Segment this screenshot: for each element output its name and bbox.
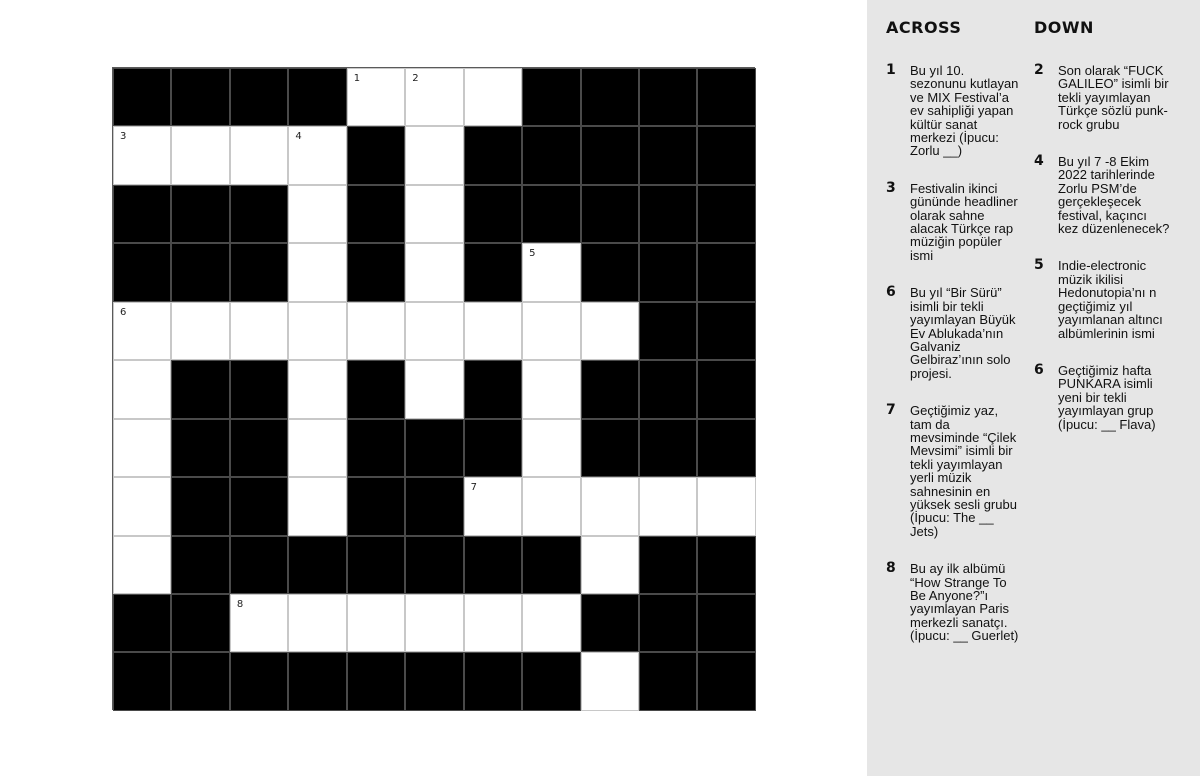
grid-cell-white[interactable] <box>288 360 346 418</box>
clue-number: 4 <box>1034 153 1044 170</box>
clue-text: Bu ay ilk albümü “How Strange To Be Anyone?”ı yayımlayan Paris merkezli sanatçı. (İpucu: __ Guerlet) <box>910 561 1019 644</box>
grid-cell-white[interactable] <box>522 243 580 301</box>
grid-cell-black <box>639 536 697 594</box>
grid-cell-white[interactable] <box>405 185 463 243</box>
grid-cell-black <box>639 68 697 126</box>
grid-cell-black <box>697 652 755 710</box>
grid-cell-black <box>464 652 522 710</box>
grid-cell-white[interactable] <box>639 477 697 535</box>
cell-number: 4 <box>295 131 302 143</box>
grid-cell-white[interactable] <box>405 126 463 184</box>
grid-cell-black <box>347 652 405 710</box>
grid-cell-black <box>405 652 463 710</box>
across-clue-list <box>886 64 1026 643</box>
down-clue[interactable] <box>1034 64 1174 131</box>
clue-number: 1 <box>886 62 896 78</box>
grid-cell-white[interactable] <box>581 536 639 594</box>
clue-text: Geçtiğimiz yaz, tam da mevsiminde “Çilek Mevsimi” isimli bir tekli yayımlayan yerli müzik sahnesinin en yüksek sesli grubu (İpucu: The __ Jets) <box>910 403 1017 539</box>
grid-cell-black <box>347 243 405 301</box>
grid-cell-white[interactable] <box>464 477 522 535</box>
grid-cell-white[interactable] <box>347 302 405 360</box>
grid-cell-black <box>697 302 755 360</box>
across-clue[interactable] <box>886 404 1026 538</box>
grid-cell-black <box>113 594 171 652</box>
clue-text: Son olarak “FUCK GALILEO” isimli bir tekli yayımlayan Türkçe sözlü punk-rock grubu <box>1058 63 1169 132</box>
across-clue[interactable] <box>886 562 1026 642</box>
grid-cell-black <box>230 360 288 418</box>
grid-cell-black <box>464 243 522 301</box>
clue-number: 3 <box>886 179 896 196</box>
grid-cell-black <box>171 243 229 301</box>
clue-number: 8 <box>886 560 896 577</box>
grid-cell-white[interactable] <box>288 243 346 301</box>
down-column <box>1034 18 1174 431</box>
grid-cell-black <box>639 302 697 360</box>
cell-number: 6 <box>120 306 127 318</box>
grid-cell-white[interactable] <box>522 419 580 477</box>
down-clue-list <box>1034 64 1174 431</box>
clue-text: Bu yıl 10. sezonunu kutlayan ve MIX Festival’a ev sahipliği yapan kültür sanat merkezi (İpucu: Zorlu __) <box>910 63 1019 159</box>
grid-cell-white[interactable] <box>113 302 171 360</box>
grid-cell-white[interactable] <box>581 477 639 535</box>
grid-cell-black <box>464 126 522 184</box>
grid-cell-white[interactable] <box>464 68 522 126</box>
grid-cell-black <box>113 68 171 126</box>
grid-cell-white[interactable] <box>464 594 522 652</box>
grid-cell-black <box>697 360 755 418</box>
clue-text: Bu yıl 7 -8 Ekim 2022 tarihlerinde Zorlu PSM’de gerçekleşecek festival, kaçıncı kez düzenlenecek? <box>1058 154 1170 237</box>
grid-cell-black <box>581 126 639 184</box>
grid-cell-black <box>230 536 288 594</box>
clue-text: Geçtiğimiz hafta PUNKARA isimli yeni bir tekli yayımlayan grup (İpucu: __ Flava) <box>1058 362 1156 432</box>
grid-cell-white[interactable] <box>522 302 580 360</box>
grid-cell-black <box>230 68 288 126</box>
grid-cell-white[interactable] <box>405 594 463 652</box>
cell-number: 3 <box>120 131 127 143</box>
grid-cell-black <box>639 360 697 418</box>
grid-cell-black <box>639 652 697 710</box>
grid-cell-white[interactable] <box>347 68 405 126</box>
grid-cell-black <box>522 536 580 594</box>
grid-cell-white[interactable] <box>405 302 463 360</box>
grid-cell-white[interactable] <box>522 594 580 652</box>
grid-cell-black <box>639 243 697 301</box>
grid-cell-white[interactable] <box>113 477 171 535</box>
grid-cell-white[interactable] <box>581 652 639 710</box>
grid-cell-black <box>581 243 639 301</box>
grid-cell-white[interactable] <box>113 126 171 184</box>
cell-number: 2 <box>412 73 419 84</box>
grid-cell-black <box>697 419 755 477</box>
grid-cell-black <box>171 594 229 652</box>
grid-cell-white[interactable] <box>288 477 346 535</box>
grid-cell-black <box>347 185 405 243</box>
grid-cell-white[interactable] <box>288 185 346 243</box>
grid-cell-black <box>697 243 755 301</box>
grid-cell-black <box>288 536 346 594</box>
grid-cell-black <box>171 68 229 126</box>
across-clue[interactable] <box>886 179 1026 263</box>
grid-cell-black <box>171 360 229 418</box>
grid-cell-white[interactable] <box>581 302 639 360</box>
clue-text: Indie-electronic müzik ikilisi Hedonutopia’nı n geçtiğimiz yıl yayımlanan altıncı albümlerinin ismi <box>1058 258 1163 341</box>
grid-cell-black <box>639 126 697 184</box>
grid-cell-black <box>697 68 755 126</box>
grid-cell-white[interactable] <box>464 302 522 360</box>
grid-cell-black <box>230 185 288 243</box>
grid-cell-black <box>522 126 580 184</box>
grid-cell-black <box>522 68 580 126</box>
clue-number: 7 <box>886 402 896 419</box>
grid-cell-black <box>405 536 463 594</box>
grid-cell-black <box>522 652 580 710</box>
grid-cell-white[interactable] <box>230 594 288 652</box>
cell-number: 5 <box>529 248 536 260</box>
down-clue[interactable] <box>1034 259 1174 339</box>
grid-cell-white[interactable] <box>405 68 463 126</box>
clue-number: 2 <box>1034 62 1044 78</box>
grid-cell-black <box>639 185 697 243</box>
grid-cell-white[interactable] <box>230 126 288 184</box>
grid-cell-white[interactable] <box>522 477 580 535</box>
grid-cell-black <box>581 185 639 243</box>
grid-cell-black <box>230 419 288 477</box>
grid-cell-black <box>405 477 463 535</box>
grid-cell-black <box>464 360 522 418</box>
grid-cell-white[interactable] <box>171 126 229 184</box>
grid-cell-black <box>697 536 755 594</box>
grid-cell-black <box>347 126 405 184</box>
down-clue[interactable] <box>1034 155 1174 235</box>
cell-number: 7 <box>470 482 477 494</box>
grid-cell-black <box>171 419 229 477</box>
grid-cell-black <box>522 185 580 243</box>
grid-cell-black <box>464 536 522 594</box>
grid-cell-black <box>639 419 697 477</box>
grid-cell-white[interactable] <box>113 419 171 477</box>
grid-cell-white[interactable] <box>288 126 346 184</box>
down-heading: DOWN <box>1034 18 1094 37</box>
grid-cell-black <box>697 126 755 184</box>
grid-cell-white[interactable] <box>230 302 288 360</box>
grid-cell-black <box>581 419 639 477</box>
clue-text: Bu yıl “Bir Sürü” isimli bir tekli yayımlayan Büyük Ev Ablukada’nın Galvaniz Gelbiraz’ının solo projesi. <box>910 285 1016 381</box>
grid-cell-black <box>347 419 405 477</box>
down-clue[interactable] <box>1034 361 1174 432</box>
grid-cell-black <box>113 652 171 710</box>
across-clue[interactable] <box>886 286 1026 380</box>
across-heading: ACROSS <box>886 18 962 37</box>
grid-cell-black <box>347 477 405 535</box>
grid-cell-black <box>171 536 229 594</box>
cell-number: 8 <box>236 598 244 610</box>
grid-cell-white[interactable] <box>288 419 346 477</box>
grid-cell-black <box>697 594 755 652</box>
grid-cell-black <box>288 68 346 126</box>
clues-panel <box>867 0 1200 776</box>
clue-number: 5 <box>1034 257 1044 274</box>
grid-cell-white[interactable] <box>288 594 346 652</box>
grid-cell-black <box>697 185 755 243</box>
grid-cell-black <box>405 419 463 477</box>
clue-text: Festivalin ikinci gününde headliner olarak sahne alacak Türkçe rap müziğin popüler ismi <box>910 180 1018 263</box>
crossword-grid <box>112 67 755 710</box>
grid-cell-black <box>581 594 639 652</box>
grid-cell-white[interactable] <box>288 302 346 360</box>
grid-cell-black <box>171 185 229 243</box>
grid-cell-black <box>581 68 639 126</box>
across-column <box>886 18 1026 643</box>
grid-cell-black <box>639 594 697 652</box>
grid-cell-white[interactable] <box>405 243 463 301</box>
grid-cell-black <box>171 477 229 535</box>
grid-cell-white[interactable] <box>347 594 405 652</box>
grid-cell-black <box>288 652 346 710</box>
grid-cell-black <box>230 652 288 710</box>
grid-cell-white[interactable] <box>171 302 229 360</box>
grid-cell-white[interactable] <box>113 536 171 594</box>
grid-cell-white[interactable] <box>113 360 171 418</box>
across-clue[interactable] <box>886 64 1026 158</box>
grid-cell-black <box>464 185 522 243</box>
grid-cell-black <box>171 652 229 710</box>
clue-number: 6 <box>886 284 896 301</box>
grid-cell-black <box>230 477 288 535</box>
grid-cell-black <box>347 536 405 594</box>
grid-cell-white[interactable] <box>522 360 580 418</box>
grid-cell-black <box>581 360 639 418</box>
cell-number: 1 <box>353 73 361 84</box>
grid-cell-white[interactable] <box>697 477 755 535</box>
grid-cell-black <box>230 243 288 301</box>
grid-cell-black <box>113 243 171 301</box>
grid-cell-white[interactable] <box>405 360 463 418</box>
grid-cell-black <box>347 360 405 418</box>
grid-cell-black <box>464 419 522 477</box>
clue-number: 6 <box>1034 361 1044 378</box>
grid-cell-black <box>113 185 171 243</box>
